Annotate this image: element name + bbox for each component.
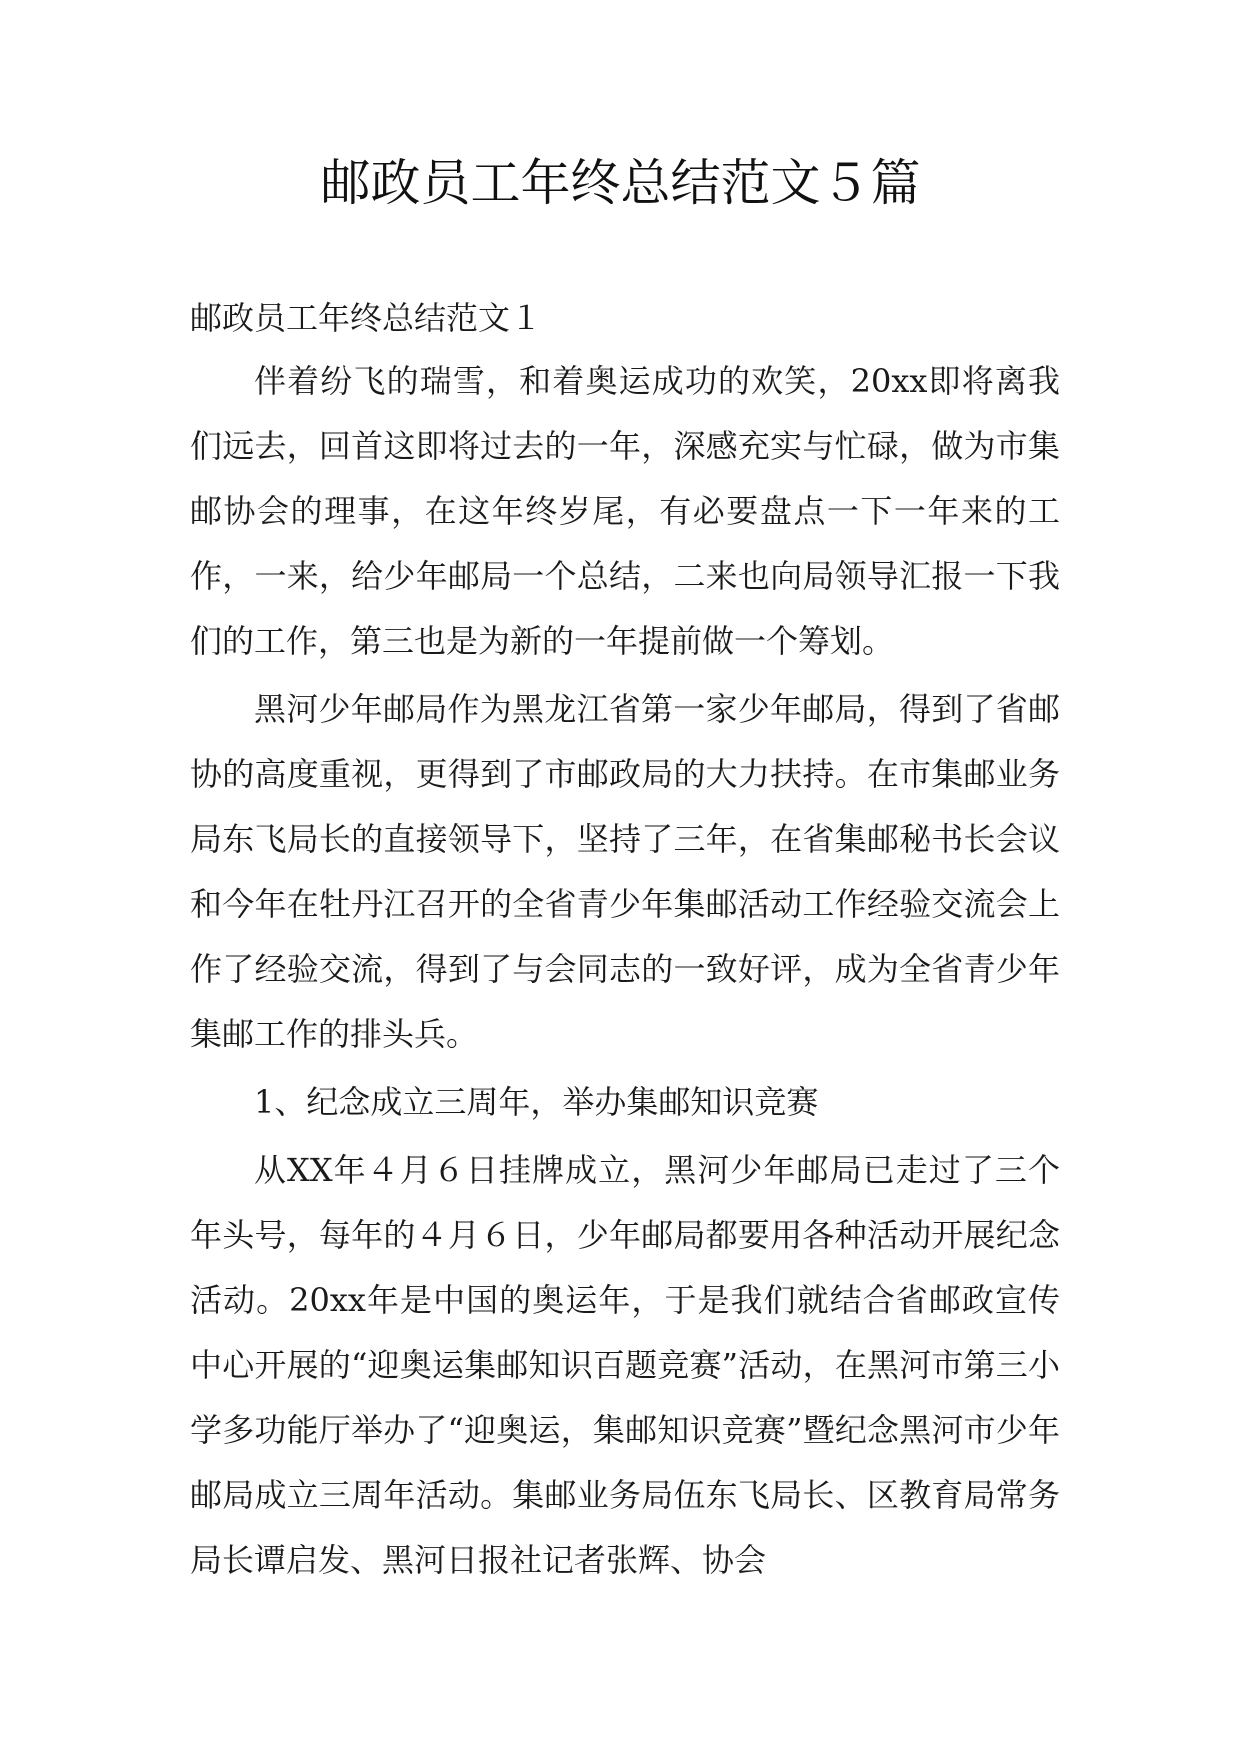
section-heading: 邮政员工年终总结范文１ <box>190 299 543 337</box>
document-body <box>190 290 1060 1593</box>
paragraph: 从XX年４月６日挂牌成立，黑河少年邮局已走过了三个年头号，每年的４月６日，少年邮局都要用各种活动开展纪念活动。20xx年是中国的奥运年，于是我们就结合省邮政宣传中心开展的“迎奥运集邮知识百题竞赛”活动，在黑河市第三小学多功能厅举办了“迎奥运，集邮知识竞赛”暨纪念黑河市少年邮局成立三周年活动。集邮业务局伍东飞局长、区教育局常务局长谭启发、黑河日报社记者张辉、协会 <box>190 1151 1060 1579</box>
paragraph: 黑河少年邮局作为黑龙江省第一家少年邮局，得到了省邮协的高度重视，更得到了市邮政局的大力扶持。在市集邮业务局东飞局长的直接领导下，坚持了三年，在省集邮秘书长会议和今年在牡丹江召开的全省青少年集邮活动工作经验交流会上作了经验交流，得到了与会同志的一致好评，成为全省青少年集邮工作的排头兵。 <box>190 690 1060 1053</box>
numbered-heading: 1、纪念成立三周年，举办集邮知识竞赛 <box>254 1083 819 1121</box>
document-title: 邮政员工年终总结范文５篇 <box>320 154 921 212</box>
paragraph: 伴着纷飞的瑞雪，和着奥运成功的欢笑，20xx即将离我们远去，回首这即将过去的一年，深感充实与忙碌，做为市集邮协会的理事，在这年终岁尾，有必要盘点一下一年来的工作，一来，给少年邮局一个总结，二来也向局领导汇报一下我们的工作，第三也是为新的一年提前做一个筹划。 <box>190 362 1060 660</box>
